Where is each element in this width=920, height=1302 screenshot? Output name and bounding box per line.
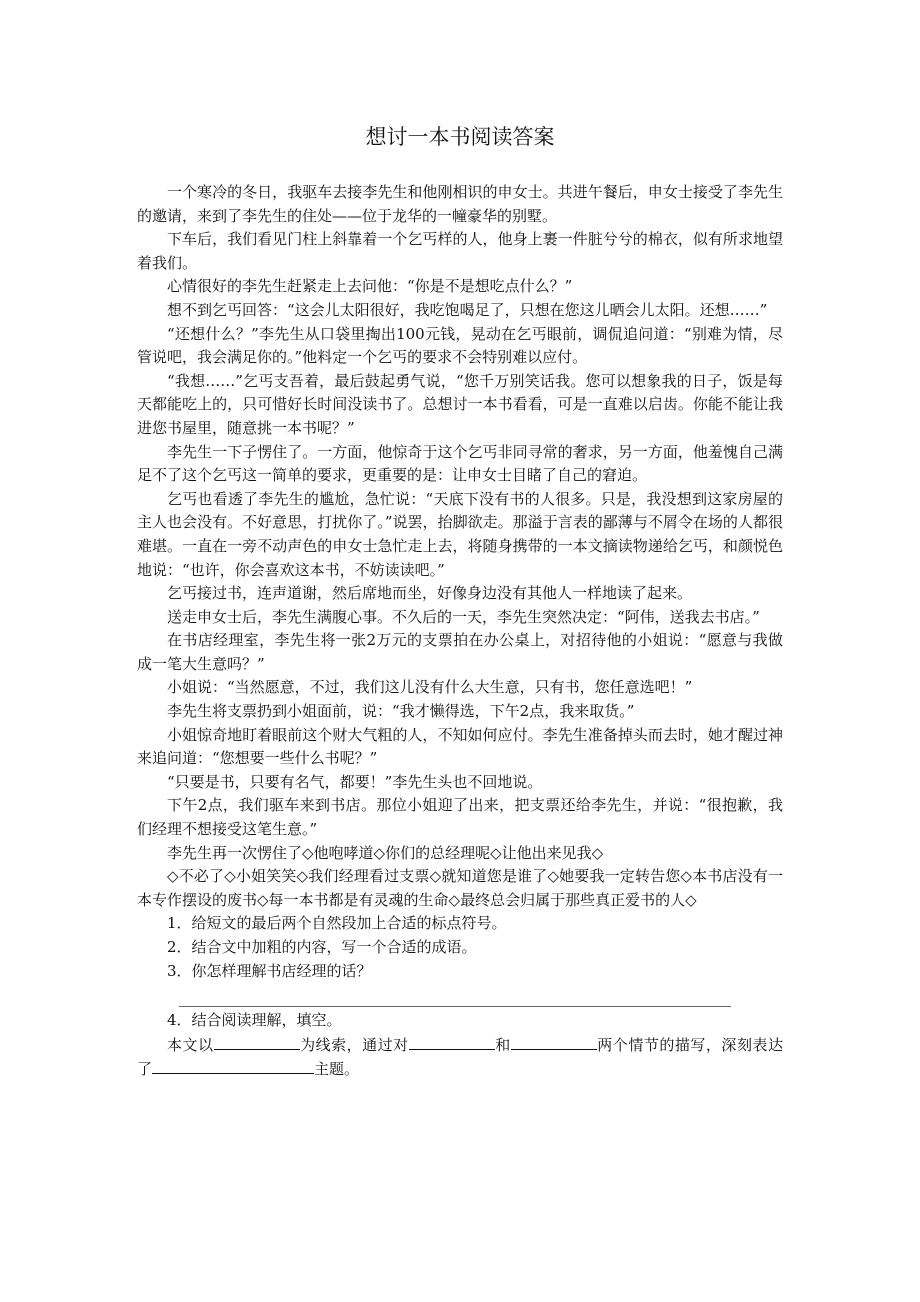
fill-in-blank-plot-1[interactable] xyxy=(409,1033,495,1050)
paragraph: “我想……”乞丐支吾着，最后鼓起勇气说，“您千万别笑话我。您可以想象我的日子，饭是每天都能吃上的，只可惜好长时间没读书了。总想讨一本书看看，可是一直难以启齿。你能不能让我进您书屋里，随意挑一本书呢？” xyxy=(137,371,783,437)
question-4: 4．结合阅读理解，填空。 xyxy=(167,1011,342,1030)
paragraph: “只要是书，只要有名气，都要！”李先生头也不回地说。 xyxy=(167,772,543,791)
paragraph: “还想什么？”李先生从口袋里掏出100元钱，晃动在乞丐眼前，调侃追问道：“别难为情，尽管说吧，我会满足你的。”他料定一个乞丐的要求不会特别难以应付。 xyxy=(137,324,783,367)
fill-in-blank-theme[interactable] xyxy=(152,1057,314,1074)
paragraph: 小姐说：“当然愿意，不过，我们这儿没有什么大生意，只有书，您任意选吧！” xyxy=(167,678,693,697)
paragraph: 乞丐也看透了李先生的尴尬，急忙说：“天底下没有书的人很多。只是，我没想到这家房屋的主人也会没有。不好意思，打扰你了。”说罢，抬脚欲走。那溢于言表的鄙薄与不屑令在场的人都很难堪。一直在一旁不动声色的申女士急忙走上去，将随身携带的一本文摘读物递给乞丐，和颜悦色地说：“也许，你会喜欢这本书，不妨读读吧。” xyxy=(137,489,783,579)
paragraph: 一个寒冷的冬日，我驱车去接李先生和他刚相识的申女士。共进午餐后，申女士接受了李先生的邀请，来到了李先生的住处——位于龙华的一幢豪华的别墅。 xyxy=(137,183,783,225)
document-title: 想讨一本书阅读答案 xyxy=(365,125,555,149)
fill-in-text: 本文以 xyxy=(167,1035,214,1054)
paragraph: ◇不必了◇小姐笑笑◇我们经理看过支票◇就知道您是谁了◇她要我一定转告您◇本书店没有一本专作摆设的废书◇每一本书都是有灵魂的生命◇最终总会归属于那些真正爱书的人◇ xyxy=(137,867,783,909)
paragraph: 在书店经理室，李先生将一张2万元的支票拍在办公桌上，对招待他的小姐说：“愿意与我做成一笔大生意吗？” xyxy=(137,631,783,673)
paragraph: 乞丐接过书，连声道谢，然后席地而坐，好像身边没有其他人一样地读了起来。 xyxy=(167,584,693,603)
paragraph: 李先生将支票扔到小姐面前，说：“我才懒得选，下午2点，我来取货。” xyxy=(167,702,635,721)
fill-in-text: 和 xyxy=(494,1035,511,1054)
paragraph: 下午2点，我们驱车来到书店。那位小姐迎了出来，把支票还给李先生，并说：“很抱歉，我们经理不想接受这笔生意。” xyxy=(137,796,783,839)
paragraph: 下车后，我们看见门柱上斜靠着一个乞丐样的人，他身上裹一件脏兮兮的棉衣，似有所求地望着我们。 xyxy=(137,230,783,272)
answer-line-question-3[interactable] xyxy=(179,983,731,1007)
document-body xyxy=(137,181,783,1082)
fill-in-sentence xyxy=(137,1033,783,1082)
question-3: 3．你怎样理解书店经理的话？ xyxy=(167,961,372,980)
paragraph: 心情很好的李先生赶紧走上去问他：“你是不是想吃点什么？” xyxy=(167,277,573,296)
paragraph: 李先生再一次愣住了◇他咆哮道◇你们的总经理呢◇让他出来见我◇ xyxy=(167,843,604,862)
question-2: 2．结合文中加粗的内容，写一个合适的成语。 xyxy=(167,938,477,956)
paragraph: 小姐惊奇地盯着眼前这个财大气粗的人，不知如何应付。李先生准备掉头而去时，她才醒过神来追问道：“您想要一些什么书呢？” xyxy=(137,725,783,768)
fill-in-text: 为线索，通过对 xyxy=(299,1035,409,1054)
fill-in-blank-plot-2[interactable] xyxy=(511,1033,597,1050)
paragraph: 李先生一下子愣住了。一方面，他惊奇于这个乞丐非同寻常的奢求，另一方面，他羞愧自己满足不了这个乞丐这一简单的要求，更重要的是：让申女士目睹了自己的窘迫。 xyxy=(137,442,783,485)
fill-in-text: 主题。 xyxy=(314,1060,360,1079)
paragraph: 送走申女士后，李先生满腹心事。不久后的一天，李先生突然决定：“阿伟，送我去书店。” xyxy=(167,607,760,626)
paragraph: 想不到乞丐回答：“这会儿太阳很好，我吃饱喝足了，只想在您这儿晒会儿太阳。还想……” xyxy=(167,300,768,319)
fill-in-blank-clue[interactable] xyxy=(214,1033,300,1050)
fill-in-text: 两个情节的描写，深刻表达了 xyxy=(137,1035,783,1079)
question-1: 1．给短文的最后两个自然段加上合适的标点符号。 xyxy=(167,914,507,933)
